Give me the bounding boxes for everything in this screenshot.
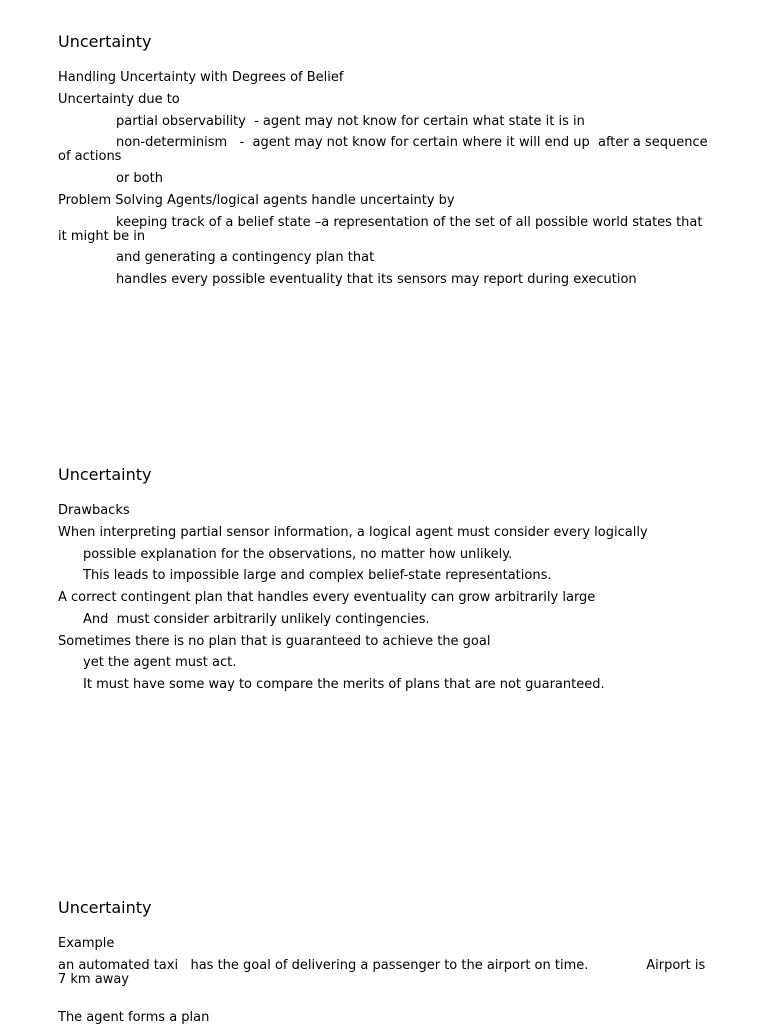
section-2-line: A correct contingent plan that handles every eventuality can grow arbitrarily large (58, 590, 596, 605)
section-2-line: possible explanation for the observations, no matter how unlikely. (83, 547, 513, 562)
section-3-line: The agent forms a plan (58, 1010, 210, 1025)
section-2-line: Sometimes there is no plan that is guaranteed to achieve the goal (58, 634, 491, 649)
section-1-line: Problem Solving Agents/logical agents handle uncertainty by (58, 193, 455, 208)
section-3 (58, 898, 710, 1025)
section-2-line: Drawbacks (58, 503, 130, 518)
section-3-title: Uncertainty (58, 898, 152, 917)
section-2-line: This leads to impossible large and complex belief-state representations. (83, 568, 552, 583)
section-1-line: or both (116, 171, 163, 186)
section-1-line: non-determinism - agent may not know for certain where it will end up after a sequence of actions (58, 135, 712, 164)
section-3-line: an automated taxi has the goal of delivering a passenger to the airport on time. Airport is 7 km away (58, 958, 710, 987)
section-1-line: Uncertainty due to (58, 92, 180, 107)
section-1 (58, 32, 712, 287)
section-1-subtitle: Handling Uncertainty with Degrees of Belief (58, 70, 344, 85)
section-2-line: When interpreting partial sensor information, a logical agent must consider every logically (58, 525, 648, 540)
section-3-line: Example (58, 936, 115, 951)
section-2 (58, 465, 708, 692)
section-1-line: partial observability - agent may not know for certain what state it is in (116, 114, 585, 129)
section-2-line: And must consider arbitrarily unlikely contingencies. (83, 612, 430, 627)
section-1-title: Uncertainty (58, 32, 152, 51)
section-1-line: handles every possible eventuality that its sensors may report during execution (116, 272, 637, 287)
section-2-line: It must have some way to compare the merits of plans that are not guaranteed. (83, 677, 605, 692)
section-2-line: yet the agent must act. (83, 655, 237, 670)
section-2-title: Uncertainty (58, 465, 152, 484)
section-1-line: keeping track of a belief state –a representation of the set of all possible world states that it might be in (58, 215, 707, 244)
section-1-line: and generating a contingency plan that (116, 250, 375, 265)
